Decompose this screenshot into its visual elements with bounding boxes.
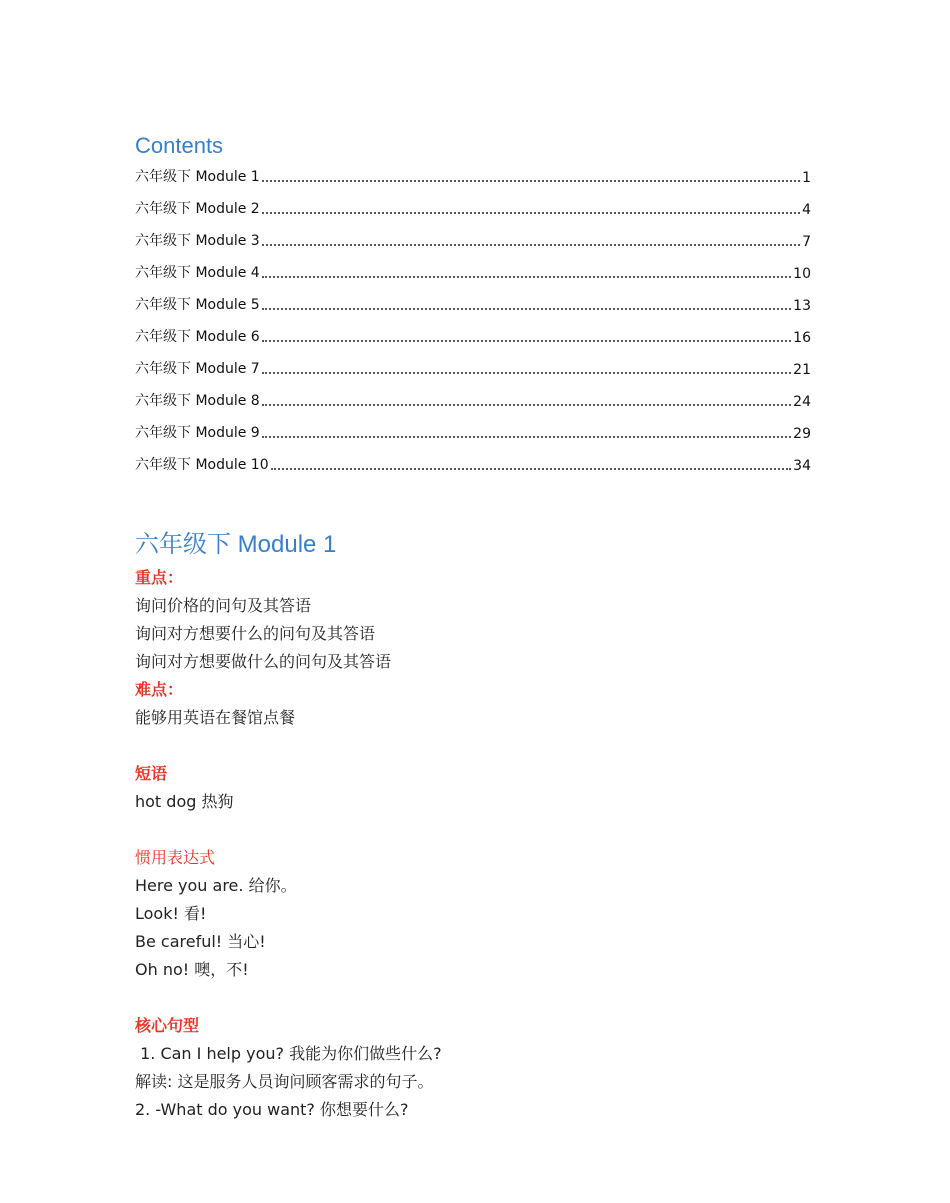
toc-entry-label: 六年级下 Module 2 — [135, 201, 260, 217]
toc-leader-dots — [262, 340, 791, 342]
toc-entry[interactable] — [135, 166, 811, 186]
phrase-item: hot dog 热狗 — [135, 792, 234, 811]
toc-leader-dots — [271, 468, 792, 470]
toc-entry-page: 1 — [802, 170, 811, 186]
toc-entry[interactable] — [135, 358, 811, 378]
expression-item: Here you are. 给你。 — [135, 876, 297, 895]
expression-item: Oh no! 噢，不! — [135, 960, 249, 979]
toc-entry-page: 29 — [793, 426, 811, 442]
difficulty-label: 难点： — [135, 680, 184, 699]
toc-entry-page: 7 — [802, 234, 811, 250]
toc-entry-page: 13 — [793, 298, 811, 314]
module-title: 六年级下 Module 1 — [135, 531, 337, 558]
toc-leader-dots — [262, 180, 800, 182]
toc-entry[interactable] — [135, 422, 811, 442]
toc-entry-label: 六年级下 Module 8 — [135, 393, 260, 409]
toc-entry[interactable] — [135, 230, 811, 250]
toc-entry-page: 34 — [793, 458, 811, 474]
toc-entry-label: 六年级下 Module 5 — [135, 297, 260, 313]
toc-leader-dots — [262, 212, 800, 214]
key-point: 询问对方想要什么的问句及其答语 — [135, 624, 376, 643]
expression-item: Be careful! 当心! — [135, 932, 266, 951]
toc-entry-label: 六年级下 Module 4 — [135, 265, 260, 281]
key-point: 询问对方想要做什么的问句及其答语 — [135, 652, 392, 671]
toc-entry[interactable] — [135, 294, 811, 314]
toc-leader-dots — [262, 276, 791, 278]
toc-leader-dots — [262, 372, 791, 374]
expression-item: Look! 看! — [135, 904, 207, 923]
toc-entry[interactable] — [135, 454, 811, 474]
toc-leader-dots — [262, 308, 791, 310]
toc-entry-page: 4 — [802, 202, 811, 218]
toc-leader-dots — [262, 436, 791, 438]
toc-entry[interactable] — [135, 198, 811, 218]
toc-entry-label: 六年级下 Module 1 — [135, 169, 260, 185]
toc-entry-label: 六年级下 Module 7 — [135, 361, 260, 377]
toc-entry-label: 六年级下 Module 6 — [135, 329, 260, 345]
difficulty-text: 能够用英语在餐馆点餐 — [135, 708, 296, 727]
expressions-label: 惯用表达式 — [135, 848, 216, 867]
toc-entry-page: 21 — [793, 362, 811, 378]
toc-leader-dots — [262, 244, 800, 246]
patterns-label: 核心句型 — [135, 1016, 200, 1035]
toc-entry-label: 六年级下 Module 10 — [135, 457, 269, 473]
toc-leader-dots — [262, 404, 791, 406]
toc-entry[interactable] — [135, 390, 811, 410]
toc-entry-page: 16 — [793, 330, 811, 346]
toc-entry-label: 六年级下 Module 9 — [135, 425, 260, 441]
toc-entry[interactable] — [135, 262, 811, 282]
toc-entry-page: 24 — [793, 394, 811, 410]
phrases-label: 短语 — [135, 764, 168, 783]
key-point: 询问价格的问句及其答语 — [135, 596, 312, 615]
pattern-item: 解读: 这是服务人员询问顾客需求的句子。 — [135, 1072, 434, 1091]
pattern-item: 2. -What do you want? 你想要什么? — [135, 1100, 409, 1119]
key-points-label: 重点： — [135, 568, 184, 587]
toc-title: Contents — [135, 133, 224, 158]
pattern-item: 1. Can I help you? 我能为你们做些什么? — [135, 1044, 442, 1063]
toc-entry-label: 六年级下 Module 3 — [135, 233, 260, 249]
toc-entry-page: 10 — [793, 266, 811, 282]
toc-entry[interactable] — [135, 326, 811, 346]
